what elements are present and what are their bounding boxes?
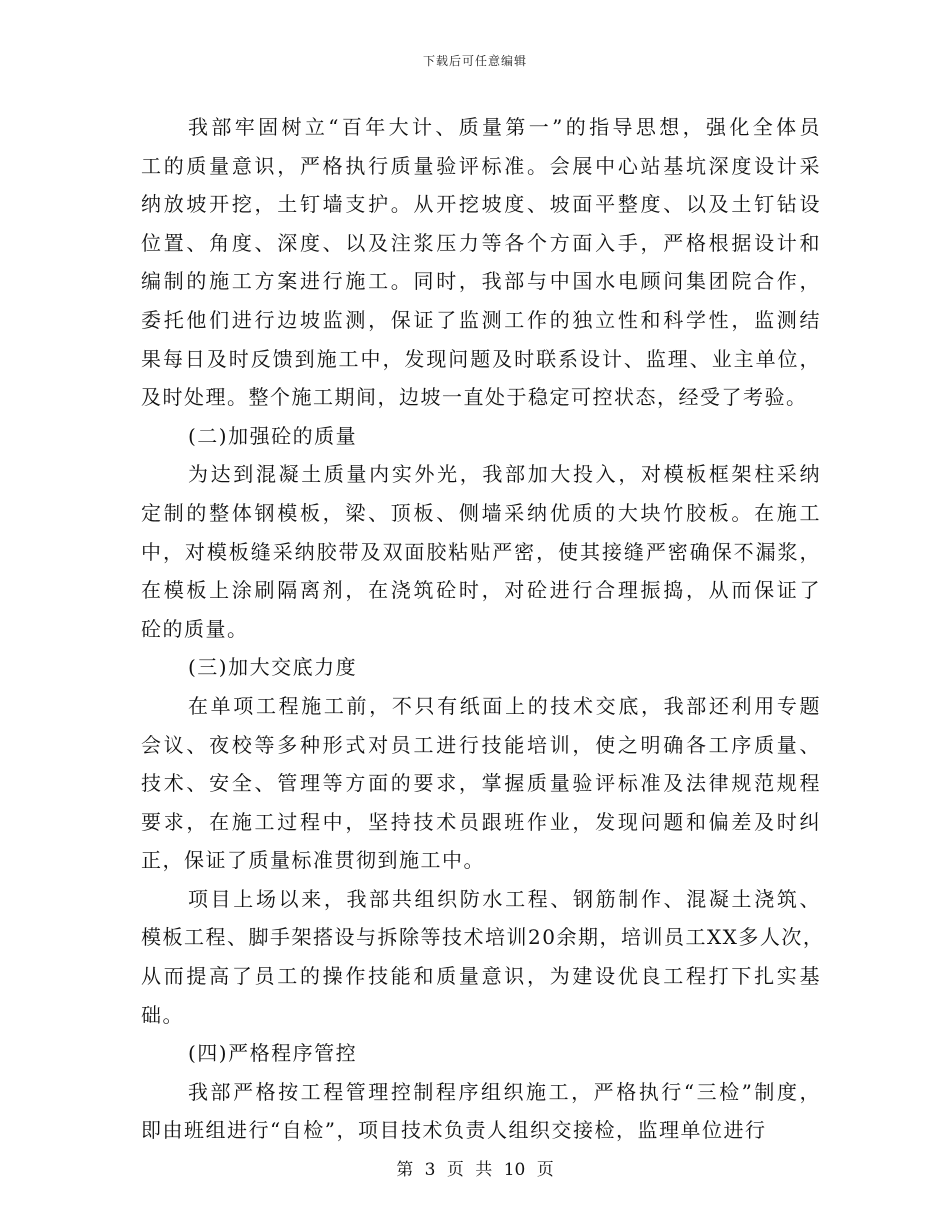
body-line-1: 我部牢固树立“百年大计、质量第一”的指导思想，强化全体员 bbox=[188, 115, 821, 139]
body-line-16: 在单项工程施工前，不只有纸面上的技术交底，我部还利用专题 bbox=[188, 693, 821, 718]
body-line-23: 从而提高了员工的操作技能和质量意识，为建设优良工程打下扎实基 bbox=[141, 964, 821, 989]
page-footer: 第 3 页 共 10 页 bbox=[396, 1160, 554, 1180]
section-heading-2: (二)加强砼的质量 bbox=[188, 423, 358, 448]
body-line-6: 委托他们进行边坡监测，保证了监测工作的独立性和科学性，监测结 bbox=[141, 307, 821, 332]
body-line-21: 项目上场以来，我部共组织防水工程、钢筋制作、混凝土浇筑、 bbox=[188, 886, 821, 911]
section-heading-3: (三)加大交底力度 bbox=[188, 655, 358, 680]
body-line-27: 即由班组进行“自检”，项目技术负责人组织交接检，监理单位进行 bbox=[141, 1118, 767, 1143]
document-body bbox=[141, 108, 825, 1150]
section-heading-4: (四)严格程序管控 bbox=[188, 1041, 358, 1066]
body-line-19: 要求，在施工过程中，坚持技术员跟班作业，发现问题和偏差及时纠 bbox=[141, 809, 821, 834]
body-line-26: 我部严格按工程管理控制程序组织施工，严格执行“三检”制度， bbox=[188, 1079, 821, 1104]
body-line-14: 砼的质量。 bbox=[141, 616, 249, 641]
body-line-2: 工的质量意识，严格执行质量验评标准。会展中心站基坑深度设计采 bbox=[141, 153, 821, 178]
body-line-12: 中，对模板缝采纳胶带及双面胶粘贴严密，使其接缝严密确保不漏浆， bbox=[141, 539, 821, 564]
body-line-7: 果每日及时反馈到施工中，发现问题及时联系设计、监理、业主单位， bbox=[141, 346, 821, 371]
body-line-24: 础。 bbox=[141, 1002, 184, 1027]
body-line-18: 技术、安全、管理等方面的要求，掌握质量验评标准及法律规范规程 bbox=[141, 771, 821, 796]
body-line-5: 编制的施工方案进行施工。同时，我部与中国水电顾问集团院合作， bbox=[141, 269, 821, 294]
body-line-13: 在模板上涂刷隔离剂，在浇筑砼时，对砼进行合理振捣，从而保证了 bbox=[141, 578, 821, 603]
body-line-4: 位置、角度、深度、以及注浆压力等各个方面入手，严格根据设计和 bbox=[141, 230, 821, 255]
body-line-8: 及时处理。整个施工期间，边坡一直处于稳定可控状态，经受了考验。 bbox=[141, 385, 808, 410]
body-line-17: 会议、夜校等多种形式对员工进行技能培训，使之明确各工序质量、 bbox=[141, 732, 821, 757]
body-line-10: 为达到混凝土质量内实外光，我部加大投入，对模板框架柱采纳 bbox=[188, 462, 821, 487]
body-line-3: 纳放坡开挖，土钉墙支护。从开挖坡度、坡面平整度、以及土钉钻设 bbox=[141, 192, 821, 217]
body-line-22: 模板工程、脚手架搭设与拆除等技术培训20余期，培训员工XX多人次， bbox=[141, 925, 825, 950]
body-line-11: 定制的整体钢模板，梁、顶板、侧墙采纳优质的大块竹胶板。在施工 bbox=[141, 500, 821, 525]
page-header: 下载后可任意编辑 bbox=[422, 54, 527, 68]
body-line-20: 正，保证了质量标准贯彻到施工中。 bbox=[141, 848, 485, 873]
